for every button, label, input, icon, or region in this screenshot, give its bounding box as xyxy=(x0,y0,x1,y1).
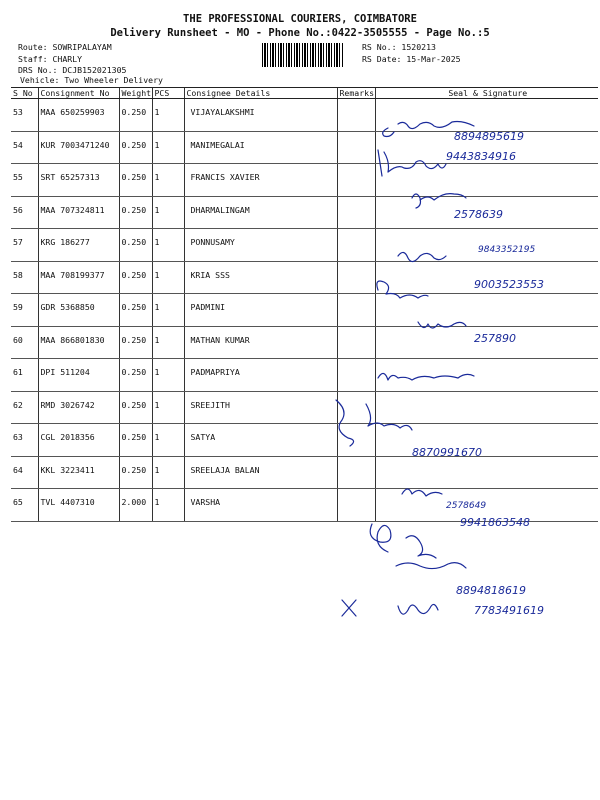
cell-remarks xyxy=(337,424,375,457)
cell-pcs: 1 xyxy=(152,99,184,132)
staff-label: Staff: CHARLY xyxy=(18,54,83,64)
cell-consignee: PADMAPRIYA xyxy=(184,359,337,392)
cell-consignment: MAA 708199377 xyxy=(38,261,119,294)
cell-consignment: DPI 511204 xyxy=(38,359,119,392)
col-header-consignee: Consignee Details xyxy=(184,88,337,99)
cell-weight: 0.250 xyxy=(119,391,152,424)
cell-remarks xyxy=(337,99,375,132)
cell-pcs: 1 xyxy=(152,391,184,424)
cell-pcs: 1 xyxy=(152,229,184,262)
table-row xyxy=(11,294,598,327)
cell-consignee: PONNUSAMY xyxy=(184,229,337,262)
cell-pcs: 1 xyxy=(152,456,184,489)
cell-consignment: CGL 2018356 xyxy=(38,424,119,457)
cell-signature xyxy=(375,456,598,489)
cell-sno: 57 xyxy=(11,229,38,262)
cell-weight: 0.250 xyxy=(119,326,152,359)
note-54: 9443834916 xyxy=(446,150,516,163)
rs-date: RS Date: 15-Mar-2025 xyxy=(362,54,461,64)
cell-remarks xyxy=(337,294,375,327)
table-row xyxy=(11,391,598,424)
cell-remarks xyxy=(337,261,375,294)
cell-sno: 64 xyxy=(11,456,38,489)
cell-consignee: SATYA xyxy=(184,424,337,457)
col-header-sno: S No xyxy=(11,88,38,99)
cell-weight: 0.250 xyxy=(119,196,152,229)
cell-signature xyxy=(375,326,598,359)
barcode xyxy=(262,43,344,67)
runsheet-title: Delivery Runsheet - MO - Phone No.:0422-3505555 - Page No.:5 xyxy=(110,27,490,39)
cell-weight: 0.250 xyxy=(119,229,152,262)
remarks-cross-65 xyxy=(342,600,356,616)
note-55: 2578639 xyxy=(454,208,503,221)
cell-weight: 0.250 xyxy=(119,456,152,489)
cell-remarks xyxy=(337,229,375,262)
cell-remarks xyxy=(337,391,375,424)
drs-number: DRS No.: DCJB152021305 xyxy=(18,65,127,75)
cell-consignee: MATHAN KUMAR xyxy=(184,326,337,359)
cell-sno: 58 xyxy=(11,261,38,294)
cell-signature xyxy=(375,359,598,392)
cell-sno: 59 xyxy=(11,294,38,327)
cell-pcs: 1 xyxy=(152,294,184,327)
cell-pcs: 1 xyxy=(152,131,184,164)
note-64: 8894818619 xyxy=(456,584,526,597)
cell-sno: 55 xyxy=(11,164,38,197)
cell-consignment: RMD 3026742 xyxy=(38,391,119,424)
cell-remarks xyxy=(337,196,375,229)
cell-weight: 0.250 xyxy=(119,164,152,197)
cell-weight: 0.250 xyxy=(119,294,152,327)
cell-consignment: KUR 7003471240 xyxy=(38,131,119,164)
cell-consignment: MAA 650259903 xyxy=(38,99,119,132)
cell-signature xyxy=(375,229,598,262)
cell-weight: 0.250 xyxy=(119,261,152,294)
table-row xyxy=(11,261,598,294)
cell-sno: 62 xyxy=(11,391,38,424)
cell-remarks xyxy=(337,456,375,489)
cell-pcs: 1 xyxy=(152,196,184,229)
col-header-signature: Seal & Signature xyxy=(375,88,598,99)
cell-signature xyxy=(375,424,598,457)
table-row xyxy=(11,196,598,229)
cell-sno: 63 xyxy=(11,424,38,457)
cell-weight: 0.250 xyxy=(119,131,152,164)
signature-63 xyxy=(370,524,436,558)
note-57: 9003523553 xyxy=(474,278,544,291)
cell-consignee: SREELAJA BALAN xyxy=(184,456,337,489)
cell-signature xyxy=(375,391,598,424)
cell-sno: 65 xyxy=(11,489,38,522)
cell-remarks xyxy=(337,164,375,197)
note-53: 8894895619 xyxy=(454,130,524,143)
route-label: Route: SOWRIPALAYAM xyxy=(18,42,112,52)
note-56: 9843352195 xyxy=(478,245,536,255)
cell-remarks xyxy=(337,489,375,522)
cell-remarks xyxy=(337,359,375,392)
cell-consignee: PADMINI xyxy=(184,294,337,327)
cell-consignment: MAA 866801830 xyxy=(38,326,119,359)
cell-weight: 2.000 xyxy=(119,489,152,522)
cell-pcs: 1 xyxy=(152,326,184,359)
cell-consignee: VIJAYALAKSHMI xyxy=(184,99,337,132)
col-header-pcs: PCS xyxy=(152,88,184,99)
table-row xyxy=(11,326,598,359)
cell-signature xyxy=(375,131,598,164)
note-58: 257890 xyxy=(474,332,516,345)
cell-sno: 60 xyxy=(11,326,38,359)
cell-weight: 0.250 xyxy=(119,359,152,392)
vehicle-label: Vehicle: Two Wheeler Delivery xyxy=(20,75,163,85)
table-row xyxy=(11,456,598,489)
cell-signature xyxy=(375,489,598,522)
note-61: 8870991670 xyxy=(412,446,482,459)
table-row xyxy=(11,164,598,197)
cell-consignment: KKL 3223411 xyxy=(38,456,119,489)
cell-sno: 53 xyxy=(11,99,38,132)
cell-sno: 54 xyxy=(11,131,38,164)
signature-64 xyxy=(396,563,466,569)
table-row xyxy=(11,424,598,457)
cell-pcs: 1 xyxy=(152,261,184,294)
cell-consignment: MAA 707324811 xyxy=(38,196,119,229)
cell-consignment: KRG 186277 xyxy=(38,229,119,262)
cell-pcs: 1 xyxy=(152,359,184,392)
table-row xyxy=(11,489,598,522)
cell-consignment: GDR 5368850 xyxy=(38,294,119,327)
cell-signature xyxy=(375,294,598,327)
cell-signature xyxy=(375,196,598,229)
cell-signature xyxy=(375,261,598,294)
cell-consignee: FRANCIS XAVIER xyxy=(184,164,337,197)
cell-consignment: SRT 65257313 xyxy=(38,164,119,197)
table-header-row xyxy=(11,88,598,99)
cell-signature xyxy=(375,99,598,132)
signature-65 xyxy=(398,604,438,614)
cell-signature xyxy=(375,164,598,197)
cell-consignee: DHARMALINGAM xyxy=(184,196,337,229)
note-62: 2578649 xyxy=(446,501,487,511)
cell-consignee: VARSHA xyxy=(184,489,337,522)
cell-consignee: SREEJITH xyxy=(184,391,337,424)
cell-remarks xyxy=(337,131,375,164)
col-header-weight: Weight xyxy=(119,88,152,99)
cell-remarks xyxy=(337,326,375,359)
col-header-consignment: Consignment No xyxy=(38,88,119,99)
cell-consignee: MANIMEGALAI xyxy=(184,131,337,164)
note-63: 9941863548 xyxy=(460,516,530,529)
note-65: 7783491619 xyxy=(474,604,544,617)
rs-number: RS No.: 1520213 xyxy=(362,42,436,52)
cell-consignment: TVL 4407310 xyxy=(38,489,119,522)
cell-weight: 0.250 xyxy=(119,99,152,132)
cell-consignee: KRIA SSS xyxy=(184,261,337,294)
runsheet-table xyxy=(11,87,598,522)
table-row xyxy=(11,131,598,164)
cell-pcs: 1 xyxy=(152,489,184,522)
cell-pcs: 1 xyxy=(152,164,184,197)
cell-weight: 0.250 xyxy=(119,424,152,457)
company-title: THE PROFESSIONAL COURIERS, COIMBATORE xyxy=(183,13,417,25)
cell-pcs: 1 xyxy=(152,424,184,457)
cell-sno: 61 xyxy=(11,359,38,392)
table-row xyxy=(11,359,598,392)
cell-sno: 56 xyxy=(11,196,38,229)
table-row xyxy=(11,99,598,132)
table-row xyxy=(11,229,598,262)
col-header-remarks: Remarks xyxy=(337,88,375,99)
